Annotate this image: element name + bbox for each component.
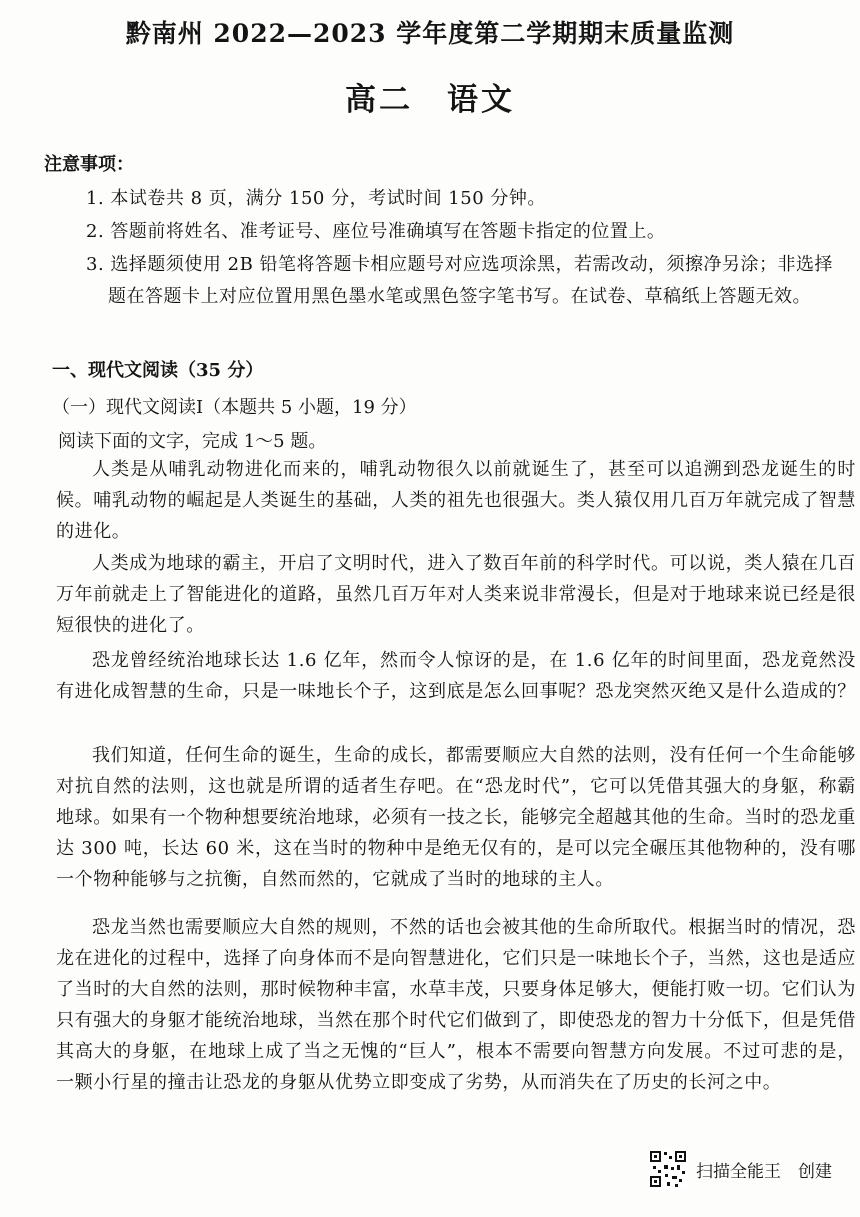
passage-paragraph-4: 我们知道，任何生命的诞生，生命的成长，都需要顺应大自然的法则，没有任何一个生命能够对抗自然的法则，这也就是所谓的适者生存吧。在“恐龙时代”，它可以凭借其强大的身躯，称霸地球。如果有一个物种想要统治地球，必须有一技之长，能够完全超越其他的生命。当时的恐龙重达 300 吨，长达 60 米，这在当时的物种中是绝无仅有的，是可以完全碾压其他物种的，没有哪一个物种能够与之抗衡，自然而然的，它就成了当时的地球的主人。 — [56, 745, 856, 890]
passage-paragraph-3: 恐龙曾经统治地球长达 1.6 亿年，然而令人惊讶的是，在 1.6 亿年的时间里面，恐龙竟然没有进化成智慧的生命，只是一味地长个子，这到底是怎么回事呢？恐龙突然灭绝又是什么造成的？ — [56, 650, 857, 702]
note-item-3 — [86, 249, 836, 313]
sub-section-heading: （一）现代文阅读Ⅰ（本题共 5 小题，19 分） — [52, 397, 417, 418]
qr-code-icon — [648, 1149, 688, 1189]
section-heading: 一、现代文阅读（35 分） — [52, 360, 264, 381]
exam-title: 黔南州 2022—2023 学年度第二学期期末质量监测 — [125, 19, 735, 48]
passage-paragraph-2: 人类成为地球的霸主，开启了文明时代，进入了数百年前的科学时代。可以说，类人猿在几百万年前就走上了智能进化的道路，虽然几百万年对人类来说非常漫长，但是对于地球来说已经是很短很快的进化了。 — [56, 553, 856, 636]
note-item-1: 1. 本试卷共 8 页，满分 150 分，考试时间 150 分钟。 — [86, 188, 546, 209]
scanner-watermark — [648, 1149, 832, 1189]
reading-instruction: 阅读下面的文字，完成 1～5 题。 — [58, 431, 327, 452]
note-item-2: 2. 答题前将姓名、准考证号、座位号准确填写在答题卡指定的位置上。 — [86, 221, 666, 242]
subject-title: 高二 语文 — [345, 82, 515, 118]
note-item-3-line-1: 3. 选择题须使用 2B 铅笔将答题卡相应题号对应选项涂黑，若需改动，须擦净另涂；非选择 — [86, 254, 834, 275]
watermark-text: 扫描全能王 创建 — [696, 1161, 832, 1182]
passage-paragraph-5: 恐龙当然也需要顺应大自然的规则，不然的话也会被其他的生命所取代。根据当时的情况，恐龙在进化的过程中，选择了向身体而不是向智慧进化，它们只是一味地长个子，当然，这也是适应了当时的大自然的法则，那时候物种丰富，水草丰茂，只要身体足够大，便能打败一切。它们认为只有强大的身躯才能统治地球，当然在那个时代它们做到了，即使恐龙的智力十分低下，但是凭借其高大的身躯，在地球上成了当之无愧的“巨人”，根本不需要向智慧方向发展。不过可悲的是，一颗小行星的撞击让恐龙的身躯从优势立即变成了劣势，从而消失在了历史的长河之中。 — [56, 917, 856, 1093]
notes-heading: 注意事项： — [44, 154, 134, 175]
note-item-3-line-2: 题在答题卡上对应位置用黑色墨水笔或黑色签字笔书写。在试卷、草稿纸上答题无效。 — [108, 286, 811, 307]
passage-paragraph-1: 人类是从哺乳动物进化而来的，哺乳动物很久以前就诞生了，甚至可以追溯到恐龙诞生的时候。哺乳动物的崛起是人类诞生的基础，人类的祖先也很强大。类人猿仅用几百万年就完成了智慧的进化。 — [56, 459, 856, 542]
